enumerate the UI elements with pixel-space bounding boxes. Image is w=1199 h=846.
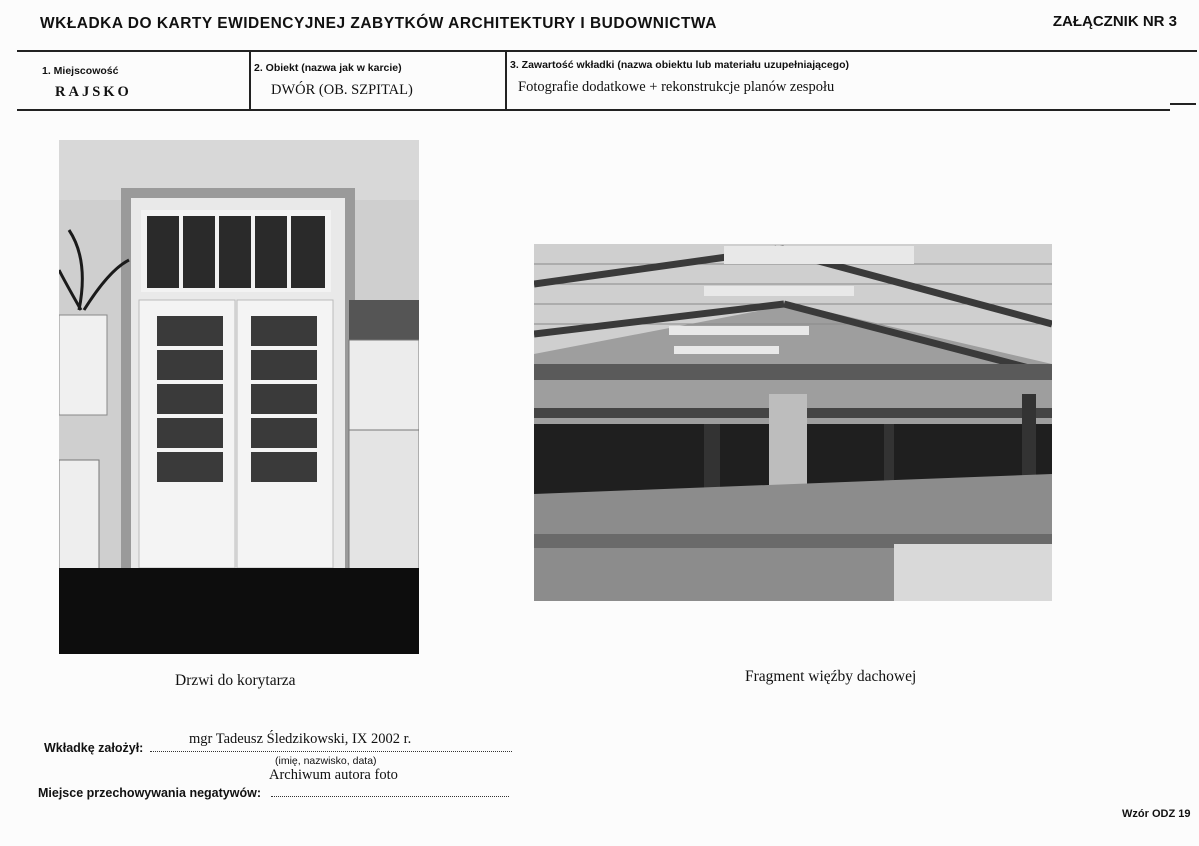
place-label: 1. Miejscowość [42,65,119,77]
created-by-line [150,751,512,752]
template-code: Wzór ODZ 19 [1122,808,1191,820]
storage-label: Miejsce przechowywania negatywów: [38,786,261,800]
form-title: WKŁADKA DO KARTY EWIDENCYJNEJ ZABYTKÓW ARCHITEKTURY I BUDOWNICTWA [40,15,717,32]
content-label: 3. Zawartość wkładki (nazwa obiektu lub materiału uzupełniającego) [510,59,849,71]
header-rule-top [17,50,1197,52]
roof-photo-caption: Fragment więźby dachowej [745,668,917,685]
field-divider-1 [249,51,251,109]
place-value: RAJSKO [55,84,132,100]
header-rule-bottom-right [1170,103,1196,105]
door-photo-caption: Drzwi do korytarza [175,672,296,689]
door-photo [59,140,419,654]
created-by-value: mgr Tadeusz Śledzikowski, IX 2002 r. [189,731,412,747]
object-label: 2. Obiekt (nazwa jak w karcie) [254,62,402,74]
roof-truss-photo [534,244,1052,601]
storage-value: Archiwum autora foto [269,767,398,783]
header-rule-bottom-left [17,109,1170,111]
created-by-hint: (imię, nazwisko, data) [275,755,377,767]
field-divider-2 [505,51,507,109]
content-value: Fotografie dodatkowe + rekonstrukcje planów zespołu [518,79,835,95]
storage-line [271,796,509,797]
annex-number: ZAŁĄCZNIK NR 3 [1052,13,1177,30]
object-value: DWÓR (OB. SZPITAL) [271,82,413,98]
created-by-label: Wkładkę założył: [44,741,144,755]
